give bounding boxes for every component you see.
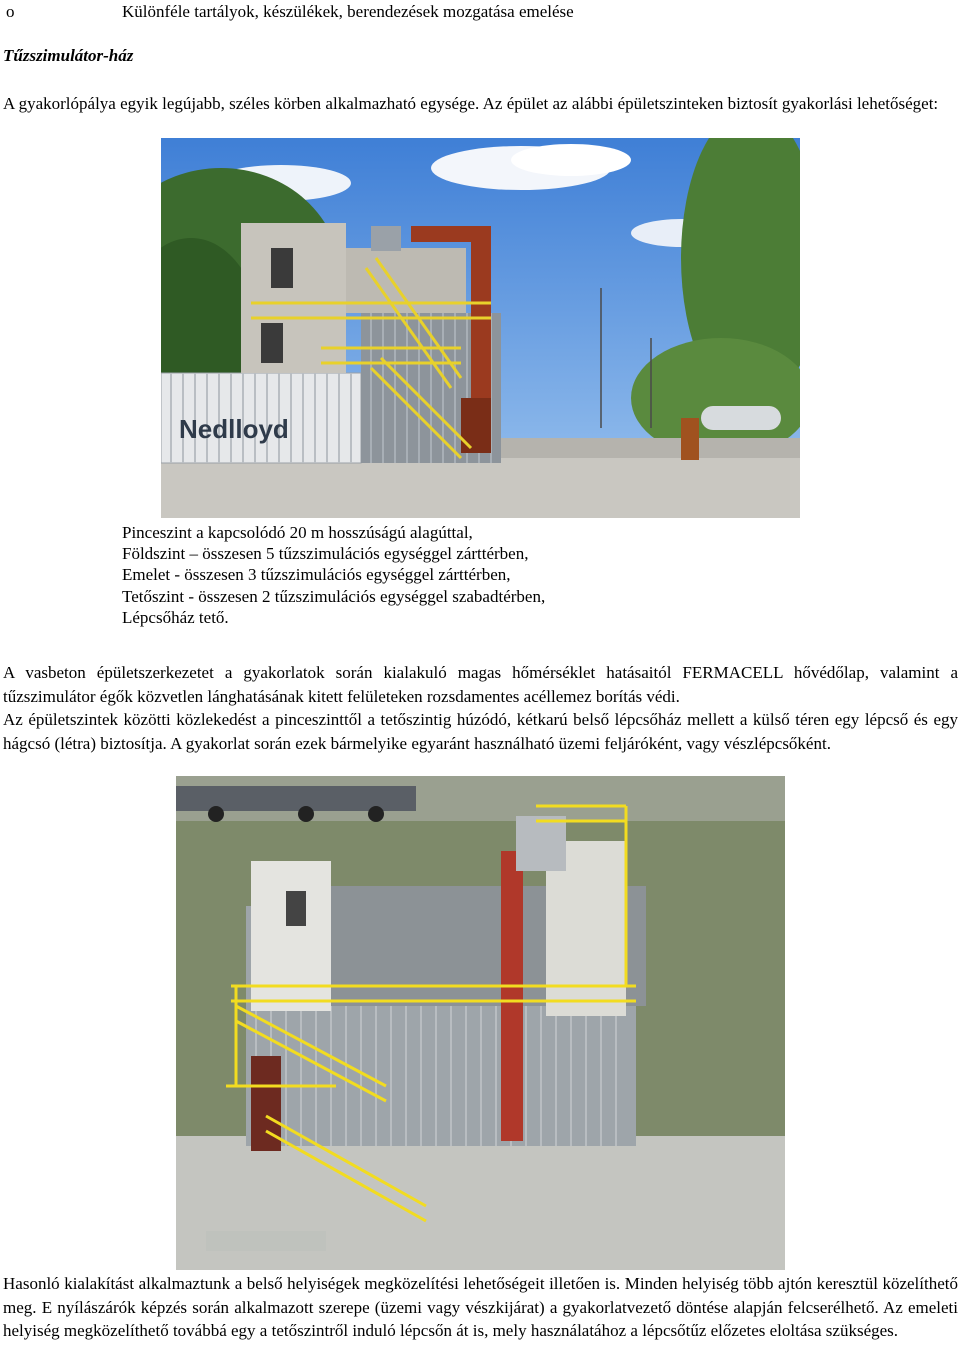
intro-paragraph: A gyakorlópálya egyik legújabb, széles körben alkalmazható egysége. Az épület az alábbi épületszinteken biztosít gyakorlási lehetőséget: xyxy=(3,94,939,113)
structure-paragraph-a: A vasbeton épületszerkezetet a gyakorlatok során kialakuló magas hőmérséklet hatásaitól FERMACELL hővédőlap, valamint a tűzszimulátor égők közvetlen lánghatásának kitett felületeken rozsdamentes acéllemez borítás védi. xyxy=(3,663,958,706)
level-list xyxy=(122,522,545,628)
bullet-mark: o xyxy=(6,2,15,21)
level-item: Emelet - összesen 3 tűzszimulációs egységgel zárttérben, xyxy=(122,565,511,585)
fire-simulator-house-photo xyxy=(161,138,800,518)
section-heading: Tűzszimulátor-ház xyxy=(3,46,134,65)
container-sign: Nedlloyd xyxy=(179,414,289,444)
bullet-text: Különféle tartályok, készülékek, berendezések mozgatása emelése xyxy=(122,2,574,21)
structure-paragraph-b: Az épületszintek közötti közlekedést a pinceszinttől a tetőszintig húzódó, kétkarú belső lépcsőház mellett a külső téren egy lépcső és egy hágcsó (létra) biztosítja. A gyakorlat során ezek bármelyike egyaránt használható üzemi feljáróként, vagy vészlépcsőként. xyxy=(3,710,958,753)
level-item: Lépcsőház tető. xyxy=(122,607,229,627)
structure-paragraph xyxy=(3,661,958,755)
building-aerial-photo xyxy=(176,776,785,1270)
level-item: Földszint – összesen 5 tűzszimulációs egységgel zárttérben, xyxy=(122,544,529,564)
access-paragraph: Hasonló kialakítást alkalmaztunk a belső helyiségek megközelítési lehetőségeit illetően is. Minden helyiség több ajtón keresztül közelíthető meg. E nyílászárók képzés során alkalmazott szerepe (üzemi vagy vészkijárat) a gyakorlatvezető döntése alapján felcserélhető. Az emeleti helyiség megközelíthető továbbá egy a tetőszintről induló lépcsőn át is, mely használatához a lépcsőtűz előzetes eloltása szükséges. xyxy=(3,1274,958,1340)
level-item: Tetőszint - összesen 2 tűzszimulációs egységgel szabadtérben, xyxy=(122,586,546,606)
level-item: Pinceszint a kapcsolódó 20 m hosszúságú alagúttal, xyxy=(122,523,473,542)
